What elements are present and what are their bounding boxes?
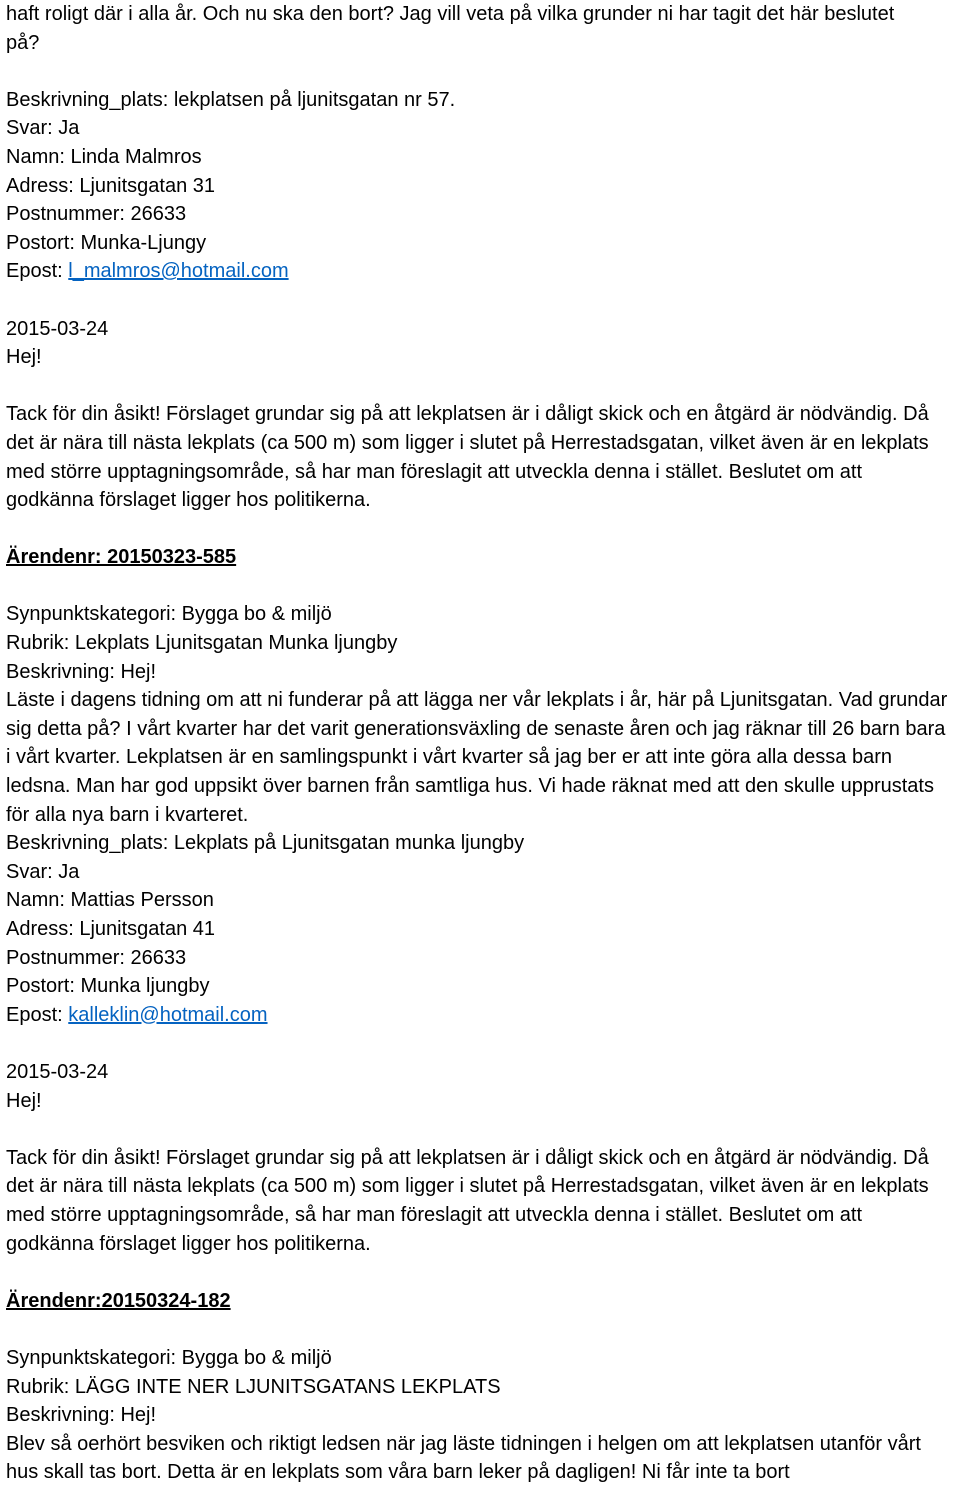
- entry2-case-number: Ärendenr: 20150323-585: [6, 546, 237, 569]
- entry2-date: 2015-03-24: [6, 1060, 109, 1083]
- entry2-subject: Rubrik: Lekplats Ljunitsgatan Munka ljungby: [6, 632, 398, 655]
- entry1-city: Postort: Munka-Ljungy: [6, 231, 207, 254]
- entry2-email-row: [6, 1001, 952, 1030]
- entry3-case-number: Ärendenr:20150324-182: [6, 1289, 231, 1312]
- entry2-category: Synpunktskategori: Bygga bo & miljö: [6, 603, 332, 626]
- entry2-description: Läste i dagens tidning om att ni funderar på att lägga ner vår lekplats i år, här på Ljunitsgatan. Vad grundar sig detta på? I vårt kvarter har det varit generationsväxling de senaste åren och jag räknar till 26 barn bara i vårt kvarter. Lekplatsen är en samlingspunkt i vårt kvarter så jag ber er att inte göra alla dessa barn ledsna. Man har god uppsikt över barnen från samtliga hus. Vi hade räknat med att den skulle upprustats för alla nya barn i kvarteret.: [6, 689, 948, 826]
- entry1-email-row: [6, 257, 952, 286]
- entry1-email-link[interactable]: l_malmros@hotmail.com: [68, 260, 289, 283]
- entry3-category: Synpunktskategori: Bygga bo & miljö: [6, 1346, 332, 1369]
- entry2-answer: Svar: Ja: [6, 860, 80, 883]
- entry2-place: Beskrivning_plats: Lekplats på Ljunitsgatan munka ljungby: [6, 832, 525, 855]
- entry2-address: Adress: Ljunitsgatan 41: [6, 918, 216, 940]
- entry1-email-label: Epost:: [6, 260, 69, 283]
- entry3-subject: Rubrik: LÄGG INTE NER LJUNITSGATANS LEKPLATS: [6, 1375, 501, 1398]
- entry2-name: Namn: Mattias Persson: [6, 889, 214, 912]
- intro-line-1: haft roligt där i alla år. Och nu ska den bort? Jag vill veta på vilka grunder ni har tagit det här beslutet: [6, 3, 895, 25]
- intro-line-2: på?: [6, 31, 40, 54]
- entry1-date: 2015-03-24: [6, 317, 109, 340]
- entry2-greeting: Hej!: [6, 1089, 42, 1112]
- entry2-postcode: Postnummer: 26633: [6, 946, 187, 969]
- entry2-email-label: Epost:: [6, 1003, 69, 1026]
- entry1-place: Beskrivning_plats: lekplatsen på ljunitsgatan nr 57.: [6, 88, 456, 111]
- entry2-city: Postort: Munka ljungby: [6, 975, 210, 998]
- entry2-reply: Tack för din åsikt! Förslaget grundar sig på att lekplatsen är i dåligt skick och en åtgärd är nödvändig. Då det är nära till nästa lekplats (ca 500 m) som ligger i slutet på Herrestadsgatan, vilket även är en lekplats med större upptagningsområde, så har man föreslagit att utveckla denna i stället. Beslutet om att godkänna förslaget ligger hos politikerna.: [6, 1146, 929, 1255]
- entry2-description-label: Beskrivning: Hej!: [6, 660, 157, 683]
- entry1-address: Adress: Ljunitsgatan 31: [6, 174, 216, 197]
- entry3-description-label: Beskrivning: Hej!: [6, 1404, 157, 1427]
- entry1-name: Namn: Linda Malmros: [6, 145, 202, 168]
- entry1-postcode: Postnummer: 26633: [6, 203, 187, 226]
- entry2-email-link[interactable]: kalleklin@hotmail.com: [68, 1003, 268, 1026]
- entry1-reply: Tack för din åsikt! Förslaget grundar sig på att lekplatsen är i dåligt skick och en åtgärd är nödvändig. Då det är nära till nästa lekplats (ca 500 m) som ligger i slutet på Herrestadsgatan, vilket även är en lekplats med större upptagningsområde, så har man föreslagit att utveckla denna i stället. Beslutet om att godkänna förslaget ligger hos politikerna.: [6, 403, 929, 512]
- entry1-answer: Svar: Ja: [6, 117, 80, 140]
- entry1-greeting: Hej!: [6, 346, 42, 369]
- entry3-description: Blev så oerhört besviken och riktigt ledsen när jag läste tidningen i helgen om att lekplatsen utanför vårt hus skall tas bort. Detta är en lekplats som våra barn leker på dagligen! Ni får inte ta bort: [6, 1432, 921, 1484]
